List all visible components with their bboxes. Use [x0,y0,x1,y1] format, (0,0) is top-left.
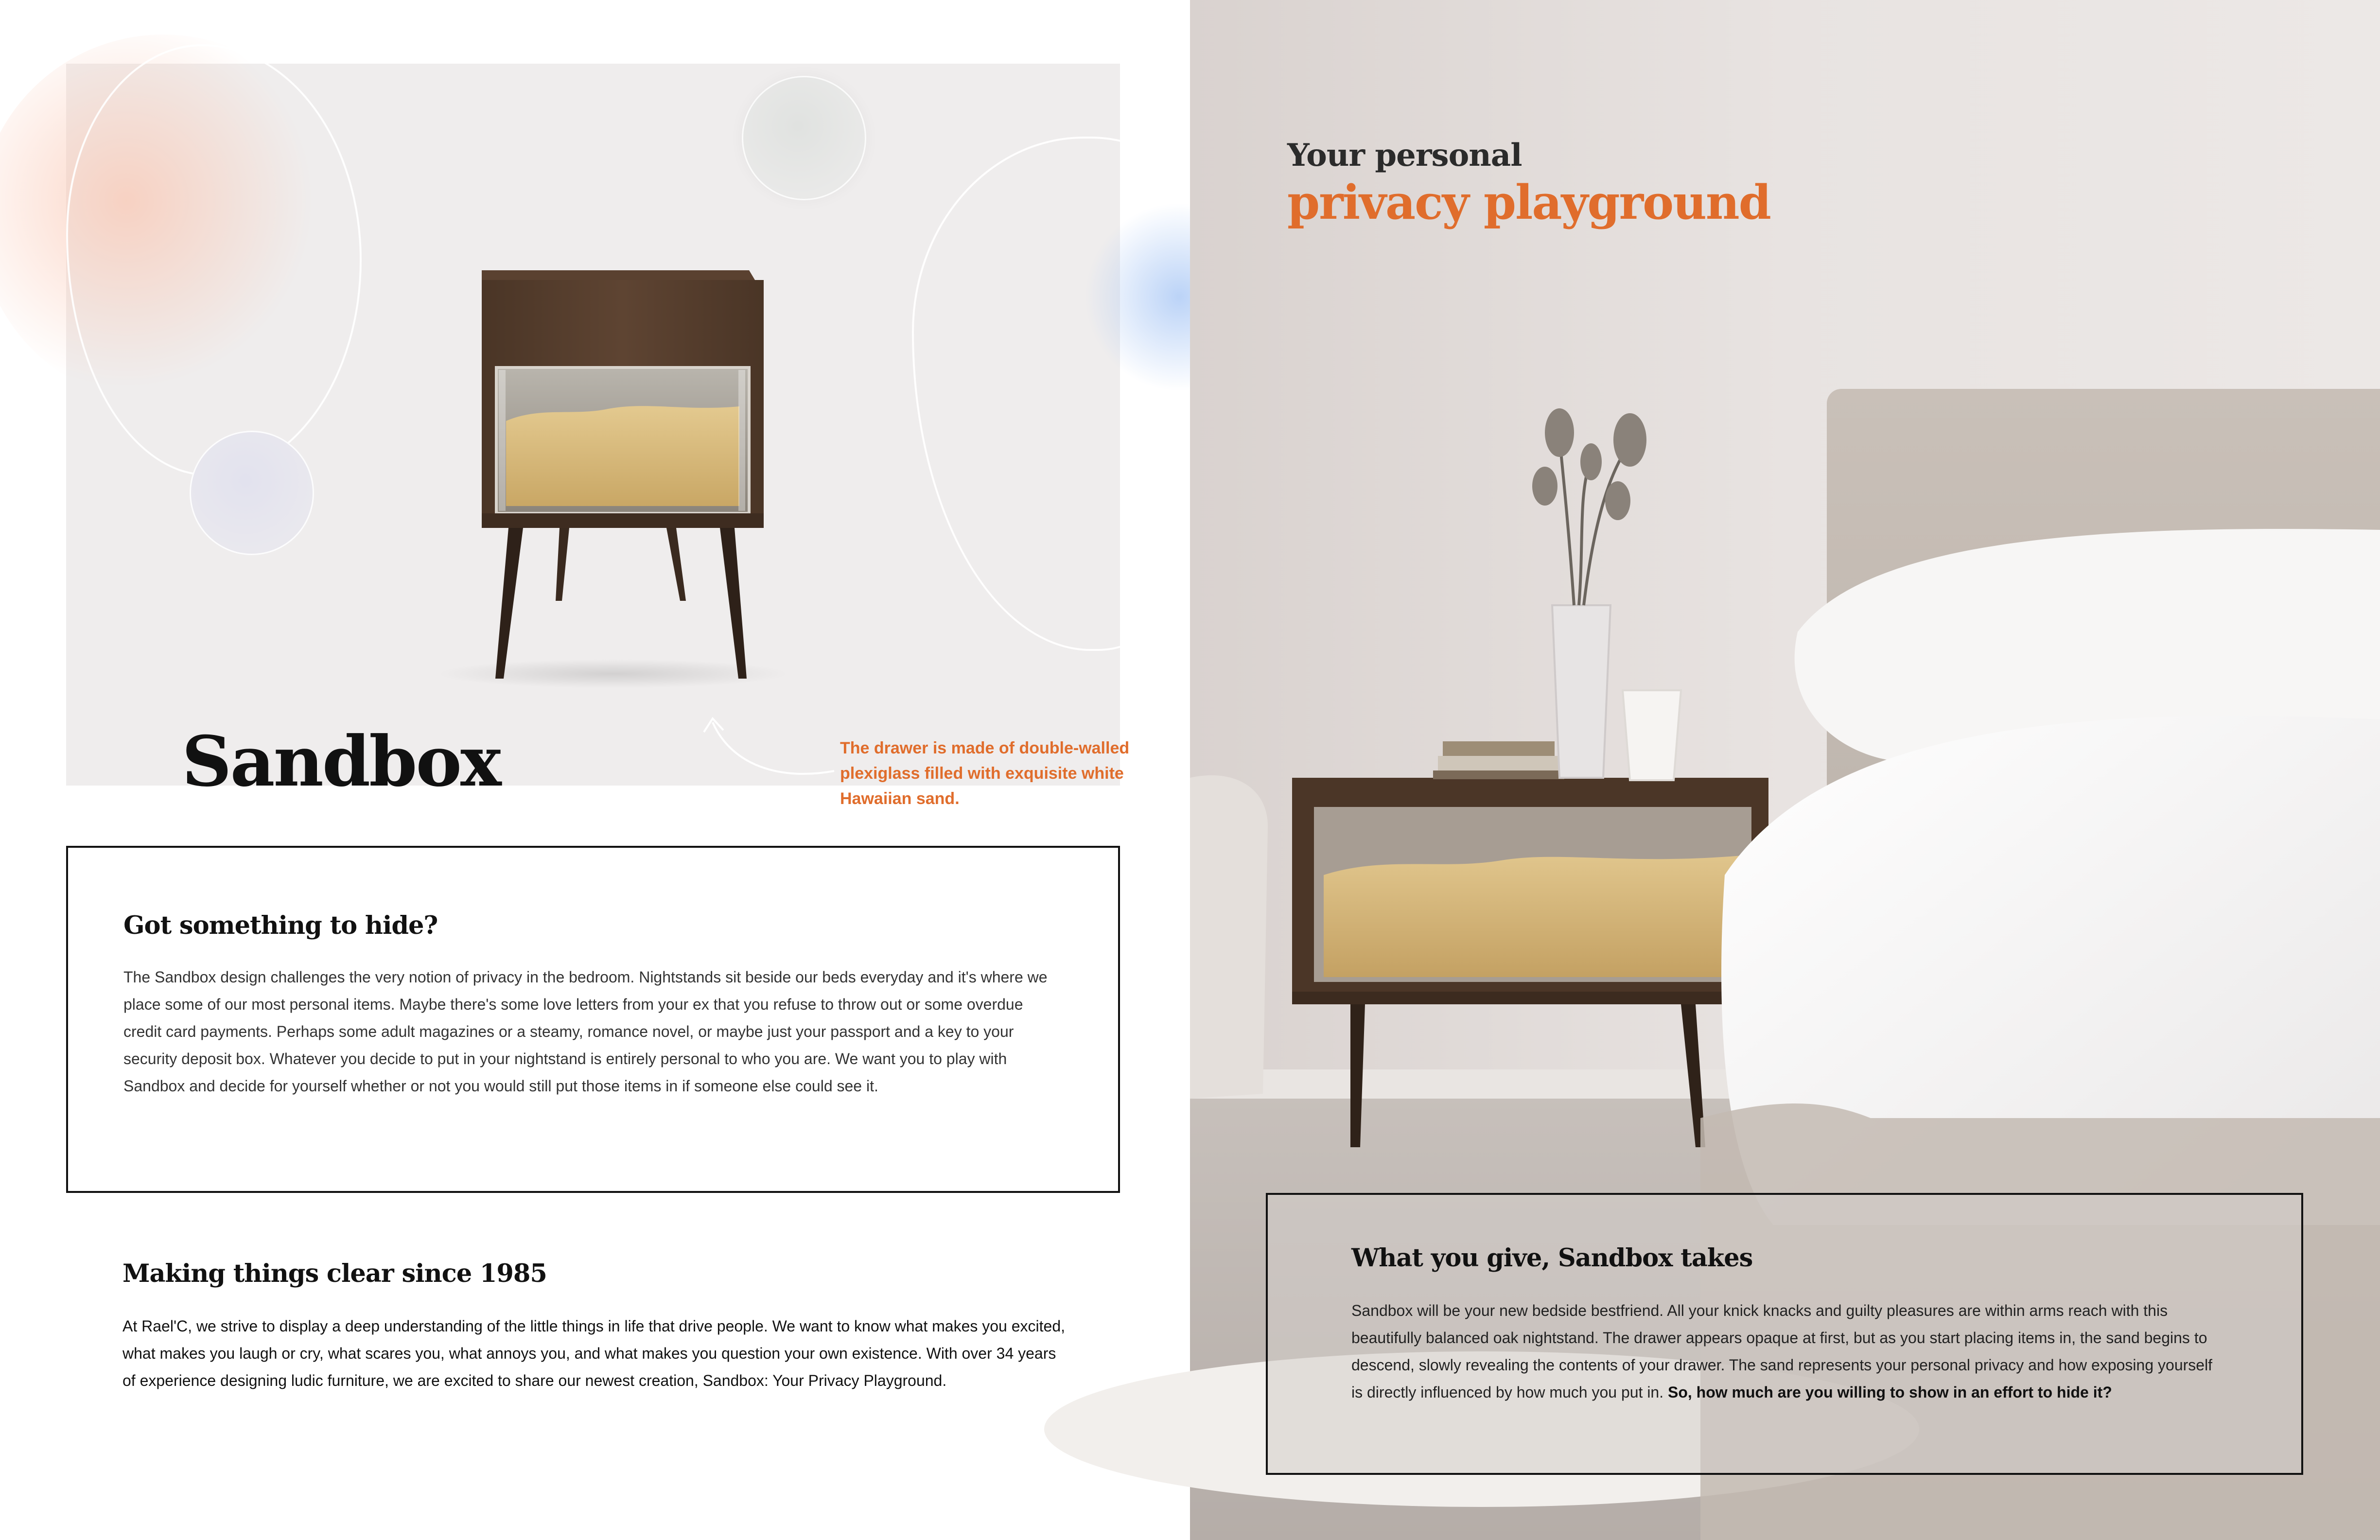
decorative-curve-left [66,44,362,476]
give-body-emphasis: So, how much are you willing to show in an effort to hide it? [1668,1383,2112,1401]
section-body-hide: The Sandbox design challenges the very notion of privacy in the bedroom. Nightstands sit beside our beds everyday and it's where we place some of our most personal items. Maybe there's some love letters from your ex that you refuse to throw out or some overdue credit card payments. Perhaps some adult magazines or a steamy, romance novel, or maybe just your passport and a key to your security deposit box. Whatever you decide to put in your nightstand is entirely personal to who you are. We want you to play with Sandbox and decide for yourself whether or not you would still put those items in if someone else could see it. [123,968,1048,1095]
drawer-caption: The drawer is made of double-walled plexiglass filled with exquisite white Hawaiian sand. [840,739,1130,808]
decorative-circle-grey [742,76,866,200]
nightstand-product-image [414,261,812,688]
got-something-to-hide-box [66,846,1120,1193]
headline-line-1: Your personal [1287,137,1522,174]
what-you-give-box [1266,1193,2303,1475]
section-body-clear: At Rael'C, we strive to display a deep understanding of the little things in life that drive people. We want to know what makes you excited, what makes you laugh or cry, what scares you, what annoys you, and what makes you question your own existence. With over 34 years of experience designing ludic furniture, we are excited to share our newest creation, Sandbox: Your Privacy Playground. [122,1317,1066,1389]
section-title-give: What you give, Sandbox takes [1351,1243,1753,1273]
hero-panel [66,64,1130,808]
give-body-text: Sandbox will be your new bedside bestfriend. All your knick knacks and guilty pleasures are within arms reach with this beautifully balanced oak nightstand. The drawer appears opaque at first, but as you start placing items in, the sand begins to descend, slowly revealing the contents of your drawer. The sand represents your personal privacy and how exposing yourself is directly influenced by how much you put in. [1351,1302,2213,1401]
curved-arrow-icon [693,713,839,786]
right-page [1190,0,2380,1540]
section-title-clear: Making things clear since 1985 [122,1259,547,1288]
section-title-hide: Got something to hide? [123,911,438,940]
decorative-circle-lavender [190,431,314,555]
section-body-give [1351,1297,2217,1406]
headline-line-2: privacy playground [1287,175,1770,230]
product-title: Sandbox [182,721,500,802]
